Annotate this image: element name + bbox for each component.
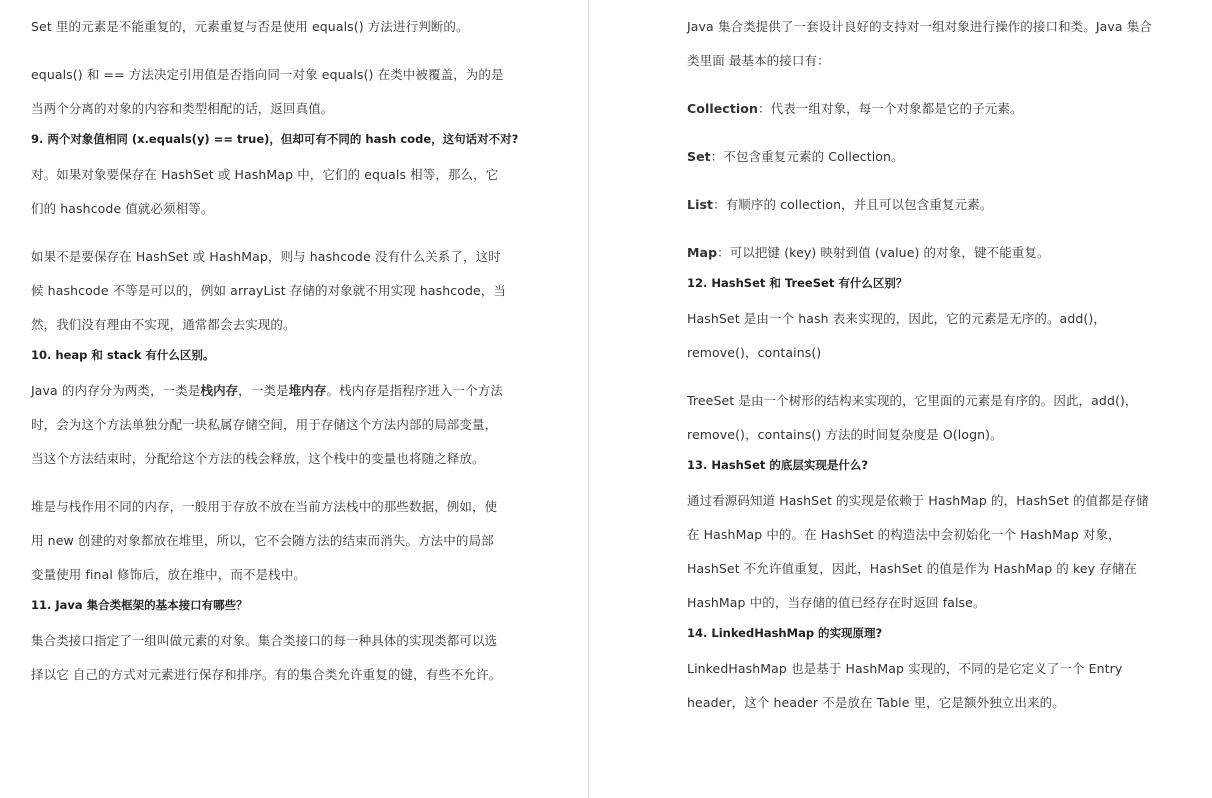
text-line: 们的 hashcode 值就必须相等。 [31, 201, 214, 216]
term-stack-memory: 栈内存 [200, 383, 239, 398]
paragraph-hashset-implementation [687, 484, 1212, 620]
text-line [687, 140, 1212, 174]
text-line: 用 new 创建的对象都放在堆里，所以，它不会随方法的结束而消失。方法中的局部 [31, 533, 494, 548]
text-line: HashSet 是由一个 hash 表来实现的，因此，它的元素是无序的。add()， [687, 311, 1106, 326]
term-list: List [687, 197, 714, 212]
paragraph-memory-types [31, 374, 590, 476]
term-collection: Collection [687, 101, 758, 116]
text-line: 候 hashcode 不等是可以的，例如 arrayList 存储的对象就不用实现 hashcode，当 [31, 283, 507, 298]
paragraph-treeset [687, 384, 1212, 452]
right-page [591, 0, 1212, 798]
text-line: HashSet 不允许值重复，因此，HashSet 的值是作为 HashMap 的 key 存储在 [687, 561, 1138, 576]
text-line: 择以它 自己的方式对元素进行保存和排序。有的集合类允许重复的键，有些不允许。 [31, 667, 502, 682]
paragraph-equals-operator [31, 58, 590, 126]
definition-text: ：代表一组对象，每一个对象都是它的子元素。 [757, 101, 1023, 116]
left-page [0, 0, 590, 798]
text-line: 在 HashMap 中的。在 HashSet 的构造法中会初始化一个 HashMap 对象， [687, 527, 1121, 542]
text-line: remove()，contains() 方法的时间复杂度是 O(logn)。 [687, 427, 1003, 442]
heading-question-12: 12. HashSet 和 TreeSet 有什么区别？ [687, 276, 908, 290]
text-line: Set 里的元素是不能重复的，元素重复与否是使用 equals() 方法进行判断的。 [31, 19, 469, 34]
paragraph-hashset [687, 302, 1212, 370]
text-line: 变量使用 final 修饰后，放在堆中，而不是栈中。 [31, 567, 306, 582]
text-fragment: 。栈内存是指程序进入一个方法 [326, 383, 503, 398]
text-line: equals() 和 == 方法决定引用值是否指向同一对象 equals() 在类中被覆盖，为的是 [31, 67, 504, 82]
definition-text: ：不包含重复元素的 Collection。 [710, 149, 904, 164]
text-line: Java 集合类提供了一套设计良好的支持对一组对象进行操作的接口和类。Java 集合 [687, 19, 1152, 34]
text-line: 如果不是要保存在 HashSet 或 HashMap，则与 hashcode 没有什么关系了，这时 [31, 249, 501, 264]
text-line: 然，我们没有理由不实现，通常都会去实现的。 [31, 317, 296, 332]
paragraph-heap-detail [31, 490, 590, 592]
paragraph-set-equals [31, 10, 590, 44]
paragraph-hashcode-detail [31, 240, 590, 342]
heading-question-9: 9. 两个对象值相同 (x.equals(y) == true)，但却可有不同的 hash code，这句话对不对? [31, 132, 519, 146]
text-line: 类里面 最基本的接口有： [687, 53, 830, 68]
paragraph-collection-framework [687, 10, 1212, 78]
paragraph-linkedhashmap [687, 652, 1212, 720]
heading-question-14: 14. LinkedHashMap 的实现原理? [687, 626, 883, 640]
term-map: Map [687, 245, 718, 260]
heading-question-13: 13. HashSet 的底层实现是什么? [687, 458, 869, 472]
text-line [687, 188, 1212, 222]
heading-question-11: 11. Java 集合类框架的基本接口有哪些？ [31, 598, 248, 612]
paragraph-hashcode-answer [31, 158, 590, 226]
text-line: HashMap 中的，当存储的值已经存在时返回 false。 [687, 595, 986, 610]
text-line: 堆是与栈作用不同的内存，一般用于存放不放在当前方法栈中的那些数据，例如，使 [31, 499, 498, 514]
definition-text: ：可以把键 (key) 映射到值 (value) 的对象，键不能重复。 [717, 245, 1050, 260]
text-line: TreeSet 是由一个树形的结构来实现的，它里面的元素是有序的。因此，add()， [687, 393, 1138, 408]
heading-question-10: 10. heap 和 stack 有什么区别。 [31, 348, 215, 362]
text-line: 通过看源码知道 HashSet 的实现是依赖于 HashMap 的，HashSet 的值都是存储 [687, 493, 1149, 508]
definition-collection [687, 92, 1212, 126]
definition-list [687, 188, 1212, 222]
text-line: LinkedHashMap 也是基于 HashMap 实现的，不同的是它定义了一个 Entry [687, 661, 1123, 676]
text-line: header，这个 header 不是放在 Table 里，它是额外独立出来的。 [687, 695, 1065, 710]
term-heap-memory: 堆内存 [288, 383, 327, 398]
paragraph-collection-interfaces [31, 624, 590, 692]
text-line [31, 374, 590, 408]
definition-set [687, 140, 1212, 174]
text-line [687, 92, 1212, 126]
definition-text: ：有顺序的 collection，并且可以包含重复元素。 [713, 197, 993, 212]
definition-map [687, 236, 1212, 270]
text-line: 当这个方法结束时，分配给这个方法的栈会释放，这个栈中的变量也将随之释放。 [31, 451, 485, 466]
text-line [687, 236, 1212, 270]
text-line: 对。如果对象要保存在 HashSet 或 HashMap 中，它们的 equals 相等，那么，它 [31, 167, 499, 182]
text-line: remove()，contains() [687, 345, 822, 360]
text-line: 时，会为这个方法单独分配一块私属存储空间，用于存储这个方法内部的局部变量， [31, 417, 498, 432]
text-fragment: ，一类是 [238, 383, 289, 398]
text-line: 当两个分离的对象的内容和类型相配的话，返回真值。 [31, 101, 334, 116]
term-set: Set [687, 149, 711, 164]
text-line: 集合类接口指定了一组叫做元素的对象。集合类接口的每一种具体的实现类都可以选 [31, 633, 498, 648]
text-fragment: Java 的内存分为两类，一类是 [31, 383, 201, 398]
